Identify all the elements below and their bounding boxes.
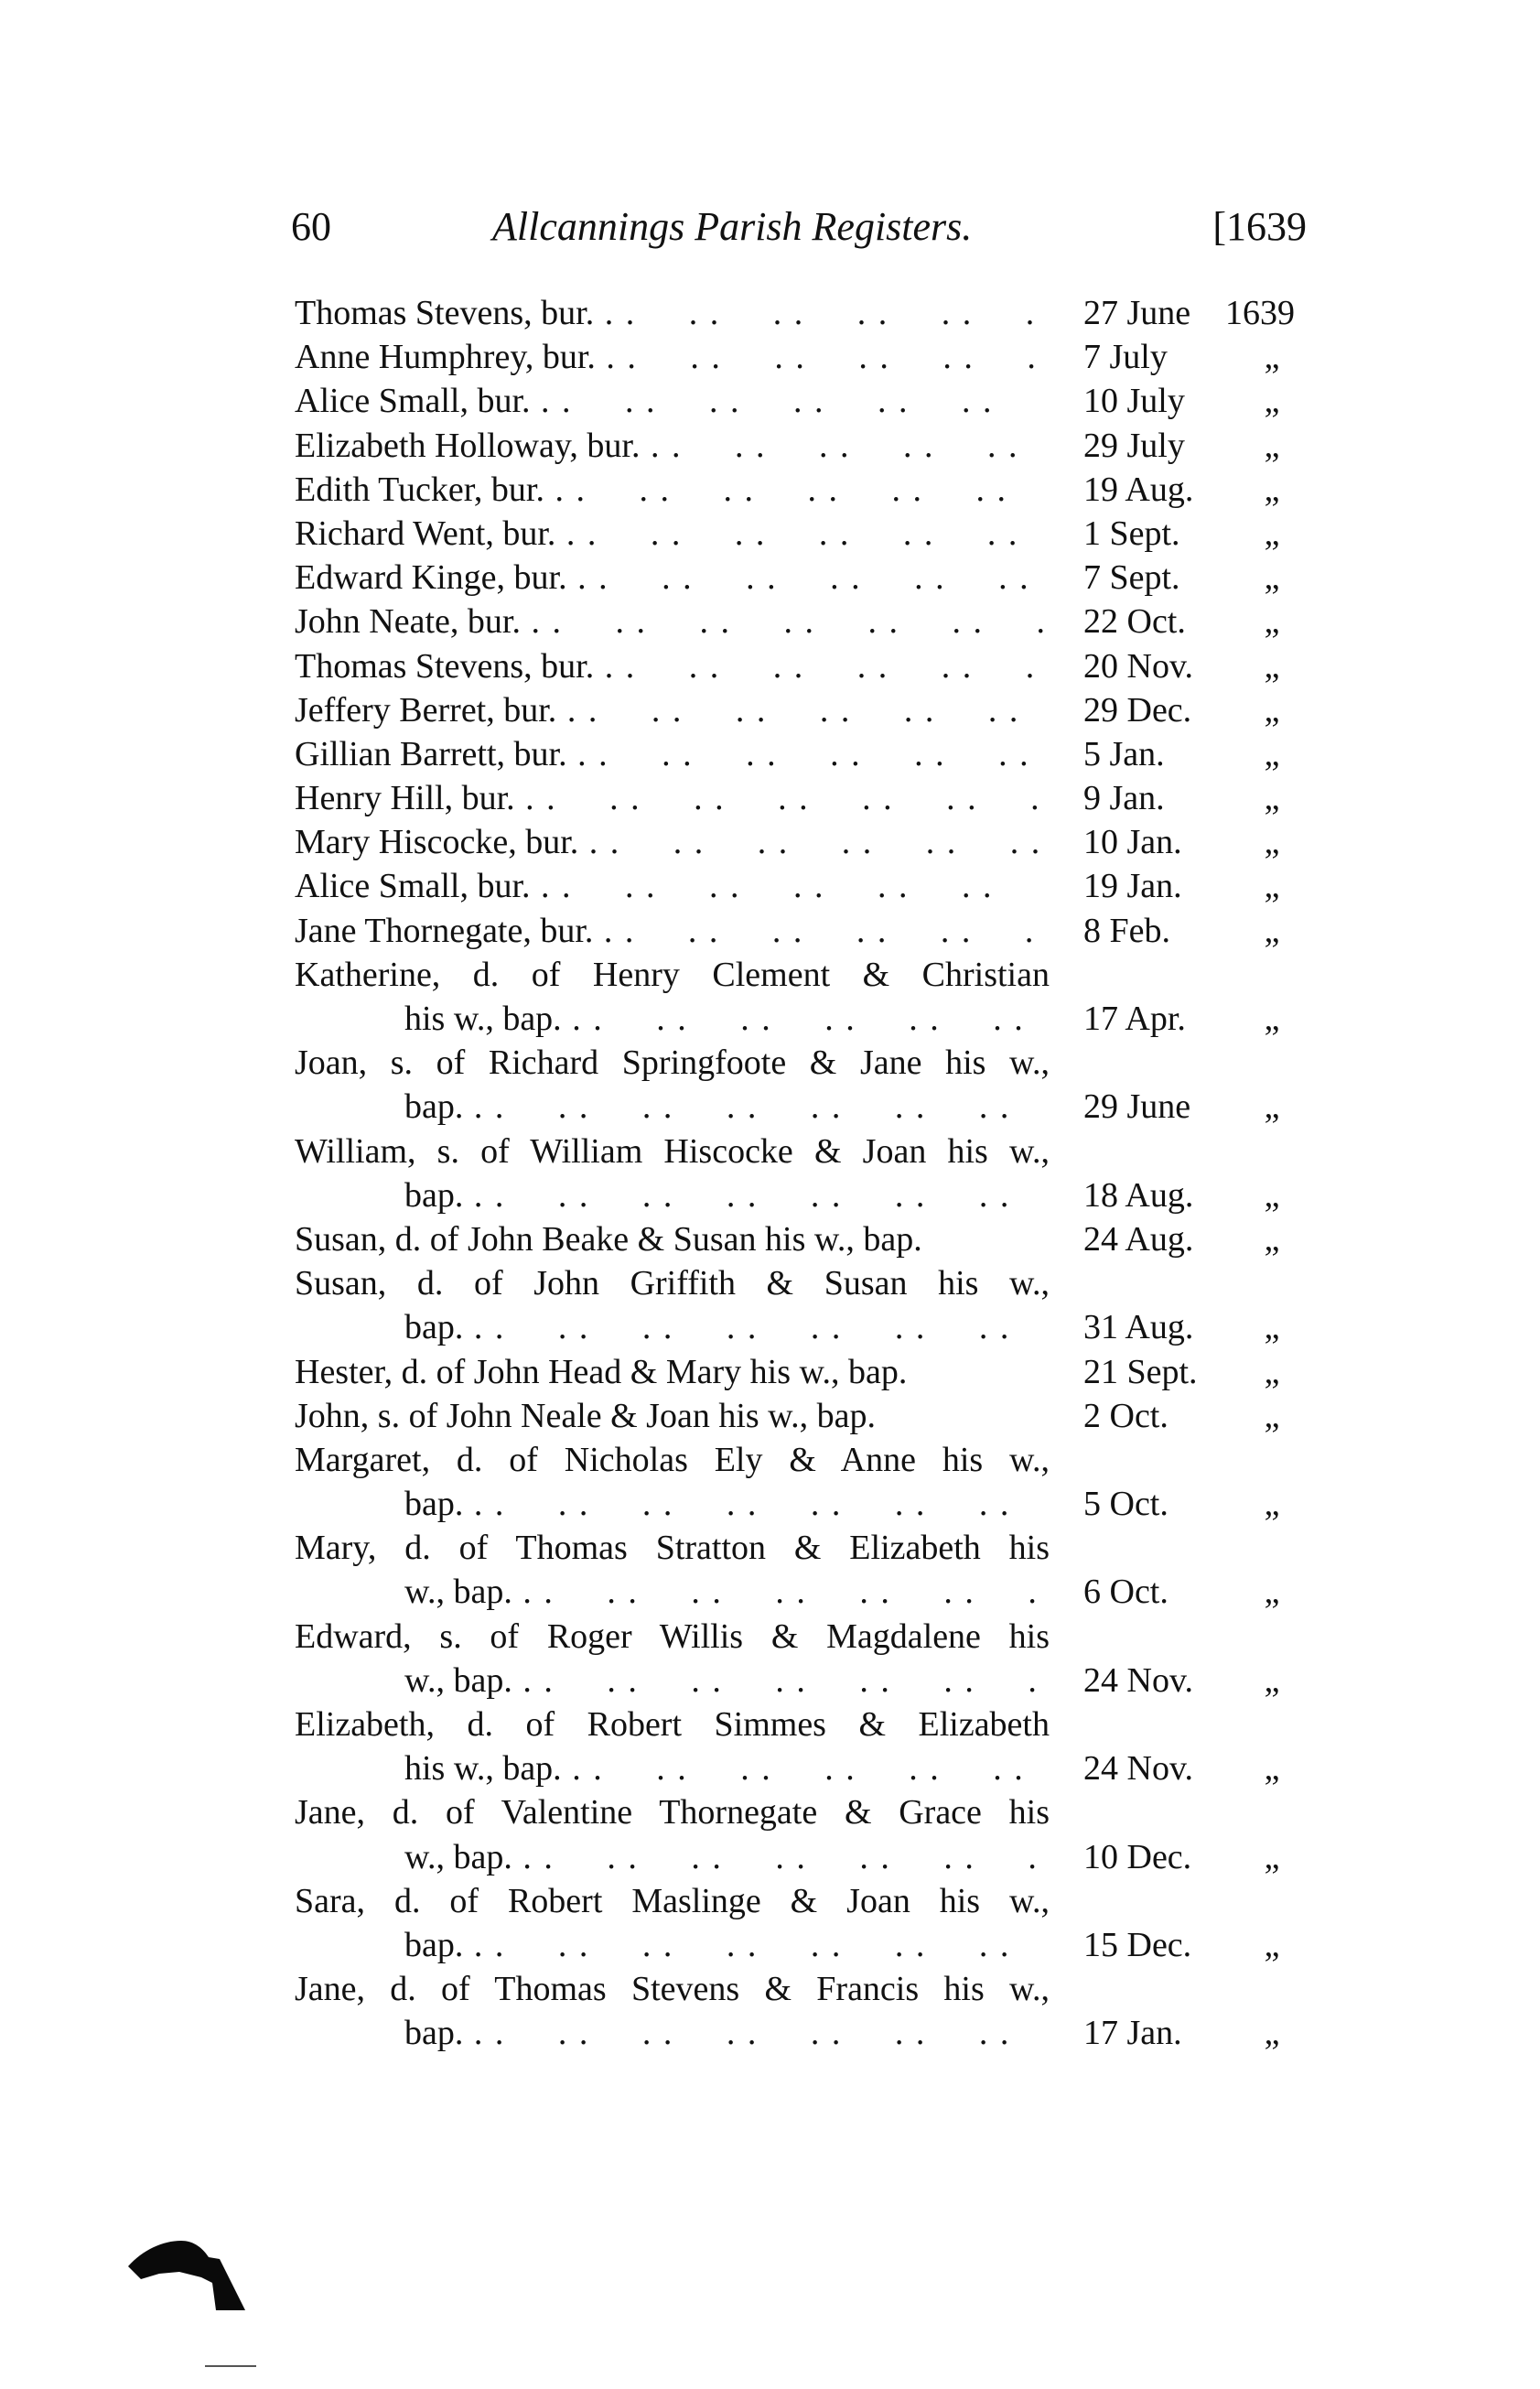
ditto-mark: „ bbox=[1264, 1352, 1280, 1391]
entry-text: Elizabeth, d. of Robert Simmes & Elizabeth bbox=[295, 1705, 1050, 1744]
entry-text: John Neate, bur. . . bbox=[295, 600, 1045, 643]
register-entry bbox=[295, 1879, 1310, 1967]
register-entry bbox=[295, 335, 1310, 379]
entry-line bbox=[295, 1526, 1310, 1570]
entry-line bbox=[295, 732, 1310, 776]
register-entry bbox=[295, 556, 1310, 600]
running-head bbox=[291, 200, 1307, 254]
entry-text: Susan, d. of John Griffith & Susan his w., bbox=[295, 1264, 1050, 1303]
entry-text: Mary, d. of Thomas Stratton & Elizabeth his bbox=[295, 1529, 1050, 1568]
running-year: [1639 bbox=[1212, 204, 1307, 249]
entry-line bbox=[295, 1835, 1310, 1879]
ditto-mark: „ bbox=[1264, 513, 1280, 553]
ditto-mark: „ bbox=[1264, 1485, 1280, 1524]
entry-line bbox=[295, 864, 1310, 908]
entry-date: 10 Dec. bbox=[1083, 1837, 1192, 1876]
entry-text: Gillian Barrett, bur. . . bbox=[295, 732, 1045, 776]
ditto-mark: „ bbox=[1264, 1573, 1280, 1612]
entry-date: 10 July bbox=[1083, 382, 1185, 421]
ditto-mark: „ bbox=[1264, 382, 1280, 421]
register-entry bbox=[295, 468, 1310, 512]
entry-text: his w., bap. . . bbox=[404, 997, 1045, 1041]
entry-date: 18 Aug. bbox=[1083, 1175, 1194, 1215]
entry-text: bap. . . bbox=[404, 2011, 1045, 2055]
ditto-mark: „ bbox=[1264, 1219, 1280, 1259]
entry-text: John, s. of John Neale & Joan his w., bap. bbox=[295, 1396, 877, 1435]
register-entry bbox=[295, 1967, 1310, 2055]
ditto-mark: „ bbox=[1264, 867, 1280, 906]
register-entry bbox=[295, 1350, 1310, 1394]
entry-line bbox=[295, 1482, 1310, 1526]
register-entry bbox=[295, 776, 1310, 820]
register-entry bbox=[295, 424, 1310, 468]
ditto-mark: „ bbox=[1264, 1925, 1280, 1964]
entry-text: Jane Thornegate, bur. . . bbox=[295, 909, 1045, 953]
entry-date: 17 Jan. bbox=[1083, 2014, 1182, 2053]
entry-text: Edward, s. of Roger Willis & Magdalene his bbox=[295, 1616, 1050, 1656]
ditto-mark: „ bbox=[1264, 1087, 1280, 1127]
entry-line bbox=[295, 1790, 1310, 1834]
entry-text: Richard Went, bur. . . bbox=[295, 512, 1045, 556]
entry-text: bap. . . bbox=[404, 1173, 1045, 1217]
entry-line bbox=[295, 997, 1310, 1041]
entry-line bbox=[295, 688, 1310, 732]
ditto-mark: „ bbox=[1264, 338, 1280, 377]
entry-date: 19 Jan. bbox=[1083, 867, 1182, 906]
entry-text: bap. . . bbox=[404, 1305, 1045, 1349]
entry-line bbox=[295, 1879, 1310, 1923]
entry-date: 15 Dec. bbox=[1083, 1925, 1192, 1964]
entry-text: Mary Hiscocke, bur. . . bbox=[295, 820, 1045, 864]
entry-date: 31 Aug. bbox=[1083, 1308, 1194, 1347]
register-entry bbox=[295, 600, 1310, 643]
entry-date: 24 Nov. bbox=[1083, 1749, 1193, 1789]
entry-text: Jane, d. of Valentine Thornegate & Grace his bbox=[295, 1793, 1050, 1832]
entry-line bbox=[295, 379, 1310, 423]
entry-date: 6 Oct. bbox=[1083, 1573, 1168, 1612]
entry-date: 29 June bbox=[1083, 1087, 1191, 1127]
entry-line bbox=[295, 1570, 1310, 1614]
entry-text: w., bap. . . bbox=[404, 1659, 1045, 1703]
entry-line bbox=[295, 1261, 1310, 1305]
ditto-mark: „ bbox=[1264, 823, 1280, 862]
ditto-mark: „ bbox=[1264, 779, 1280, 818]
ditto-mark: „ bbox=[1264, 2014, 1280, 2053]
running-title: Allcannings Parish Registers. bbox=[492, 204, 973, 249]
entry-text: Jane, d. of Thomas Stevens & Francis his w., bbox=[295, 1970, 1050, 2009]
entry-line bbox=[295, 291, 1310, 335]
entry-line bbox=[295, 1438, 1310, 1482]
ditto-mark: „ bbox=[1264, 426, 1280, 465]
ditto-mark: „ bbox=[1264, 1175, 1280, 1215]
entry-text: Thomas Stevens, bur. . . bbox=[295, 644, 1045, 688]
entry-text: Margaret, d. of Nicholas Ely & Anne his w., bbox=[295, 1440, 1050, 1479]
ditto-mark: „ bbox=[1264, 911, 1280, 950]
entry-line bbox=[295, 600, 1310, 643]
register-entry bbox=[295, 1438, 1310, 1526]
entry-text: Thomas Stevens, bur. . . bbox=[295, 291, 1045, 335]
ditto-mark: „ bbox=[1264, 1396, 1280, 1435]
ditto-mark: „ bbox=[1264, 602, 1280, 642]
entry-date: 24 Aug. bbox=[1083, 1219, 1194, 1259]
register-entry bbox=[295, 512, 1310, 556]
entry-line bbox=[295, 1305, 1310, 1349]
entry-text: Alice Small, bur. . . bbox=[295, 864, 1045, 908]
register-entries bbox=[295, 291, 1310, 2056]
entry-text: Henry Hill, bur. . . bbox=[295, 776, 1045, 820]
entry-date: 24 Nov. bbox=[1083, 1660, 1193, 1700]
entry-text: Edith Tucker, bur. . . bbox=[295, 468, 1045, 512]
entry-line bbox=[295, 909, 1310, 953]
register-entry bbox=[295, 732, 1310, 776]
register-entry bbox=[295, 644, 1310, 688]
entry-line bbox=[295, 1746, 1310, 1790]
entry-text: bap. . . bbox=[404, 1923, 1045, 1967]
register-entry bbox=[295, 1041, 1310, 1129]
ditto-mark: „ bbox=[1264, 1749, 1280, 1789]
ditto-mark: „ bbox=[1264, 734, 1280, 773]
register-entry bbox=[295, 1790, 1310, 1878]
entry-date: 5 Jan. bbox=[1083, 734, 1165, 773]
entry-line bbox=[295, 1173, 1310, 1217]
entry-date: 2 Oct. bbox=[1083, 1396, 1168, 1435]
entry-line bbox=[295, 512, 1310, 556]
entry-text: his w., bap. . . bbox=[404, 1746, 1045, 1790]
register-entry bbox=[295, 1394, 1310, 1438]
entry-date: 20 Nov. bbox=[1083, 646, 1193, 686]
page-number: 60 bbox=[291, 204, 331, 249]
register-entry bbox=[295, 291, 1310, 335]
entry-line bbox=[295, 424, 1310, 468]
entry-line bbox=[295, 2011, 1310, 2055]
entry-line bbox=[295, 644, 1310, 688]
entry-line bbox=[295, 1394, 1310, 1438]
entry-line bbox=[295, 1615, 1310, 1659]
ditto-mark: „ bbox=[1264, 470, 1280, 509]
entry-date: 19 Aug. bbox=[1083, 470, 1194, 509]
footer-rule bbox=[205, 2365, 256, 2367]
entry-text: Jeffery Berret, bur. . . bbox=[295, 688, 1045, 732]
entry-date: 1 Sept. bbox=[1083, 513, 1180, 553]
entry-text: Hester, d. of John Head & Mary his w., bap. bbox=[295, 1352, 908, 1391]
register-entry bbox=[295, 1130, 1310, 1217]
entry-date: 22 Oct. bbox=[1083, 602, 1186, 642]
entry-date: 21 Sept. bbox=[1083, 1352, 1198, 1391]
entry-date: 9 Jan. bbox=[1083, 779, 1165, 818]
register-entry bbox=[295, 1217, 1310, 1261]
ditto-mark: „ bbox=[1264, 558, 1280, 598]
entry-text: Sara, d. of Robert Maslinge & Joan his w., bbox=[295, 1881, 1050, 1920]
entry-text: Susan, d. of John Beake & Susan his w., bap. bbox=[295, 1219, 922, 1259]
register-entry bbox=[295, 1261, 1310, 1349]
entry-date: 29 July bbox=[1083, 426, 1185, 465]
entry-line bbox=[295, 1967, 1310, 2011]
entry-line bbox=[295, 335, 1310, 379]
ditto-mark: „ bbox=[1264, 690, 1280, 730]
register-entry bbox=[295, 1615, 1310, 1703]
entry-date: 29 Dec. bbox=[1083, 690, 1192, 730]
ink-blot-mark bbox=[124, 2232, 253, 2314]
entry-text: Anne Humphrey, bur. . . bbox=[295, 335, 1045, 379]
register-entry bbox=[295, 1703, 1310, 1790]
entry-date: 8 Feb. bbox=[1083, 911, 1170, 950]
register-entry bbox=[295, 820, 1310, 864]
ditto-mark: „ bbox=[1264, 1660, 1280, 1700]
register-entry bbox=[295, 688, 1310, 732]
entry-line bbox=[295, 1703, 1310, 1746]
register-entry bbox=[295, 953, 1310, 1041]
entry-text: bap. . . bbox=[404, 1085, 1045, 1129]
ditto-mark: „ bbox=[1264, 646, 1280, 686]
entry-text: Katherine, d. of Henry Clement & Christian bbox=[295, 955, 1050, 994]
entry-line bbox=[295, 1659, 1310, 1703]
entry-text: William, s. of William Hiscocke & Joan his w., bbox=[295, 1131, 1050, 1171]
entry-line bbox=[295, 468, 1310, 512]
register-entry bbox=[295, 909, 1310, 953]
ditto-mark: „ bbox=[1264, 1308, 1280, 1347]
entry-line bbox=[295, 1923, 1310, 1967]
entry-text: Joan, s. of Richard Springfoote & Jane his w., bbox=[295, 1043, 1050, 1083]
ditto-mark: „ bbox=[1264, 1000, 1280, 1038]
entry-line bbox=[295, 1217, 1310, 1261]
entry-text: Elizabeth Holloway, bur. . . bbox=[295, 424, 1045, 468]
entry-text: w., bap. . . bbox=[404, 1570, 1045, 1614]
entry-line bbox=[295, 1130, 1310, 1173]
entry-text: w., bap. . . bbox=[404, 1835, 1045, 1879]
entry-date: 17 Apr. bbox=[1083, 1000, 1186, 1038]
entry-line bbox=[295, 1085, 1310, 1129]
entry-text: Alice Small, bur. . . bbox=[295, 379, 1045, 423]
entry-year: 1639 bbox=[1225, 294, 1295, 332]
entry-date: 7 Sept. bbox=[1083, 558, 1180, 598]
entry-line bbox=[295, 820, 1310, 864]
entry-date: 27 June bbox=[1083, 294, 1191, 332]
ditto-mark: „ bbox=[1264, 1837, 1280, 1876]
entry-text: Edward Kinge, bur. . . bbox=[295, 556, 1045, 600]
register-entry bbox=[295, 1526, 1310, 1614]
entry-date: 7 July bbox=[1083, 338, 1168, 377]
entry-date: 10 Jan. bbox=[1083, 823, 1182, 862]
entry-line bbox=[295, 556, 1310, 600]
entry-line bbox=[295, 953, 1310, 997]
entry-date: 5 Oct. bbox=[1083, 1485, 1168, 1524]
entry-line bbox=[295, 1041, 1310, 1085]
entry-text: bap. . . bbox=[404, 1482, 1045, 1526]
entry-line bbox=[295, 776, 1310, 820]
register-entry bbox=[295, 864, 1310, 908]
register-entry bbox=[295, 379, 1310, 423]
entry-line bbox=[295, 1350, 1310, 1394]
